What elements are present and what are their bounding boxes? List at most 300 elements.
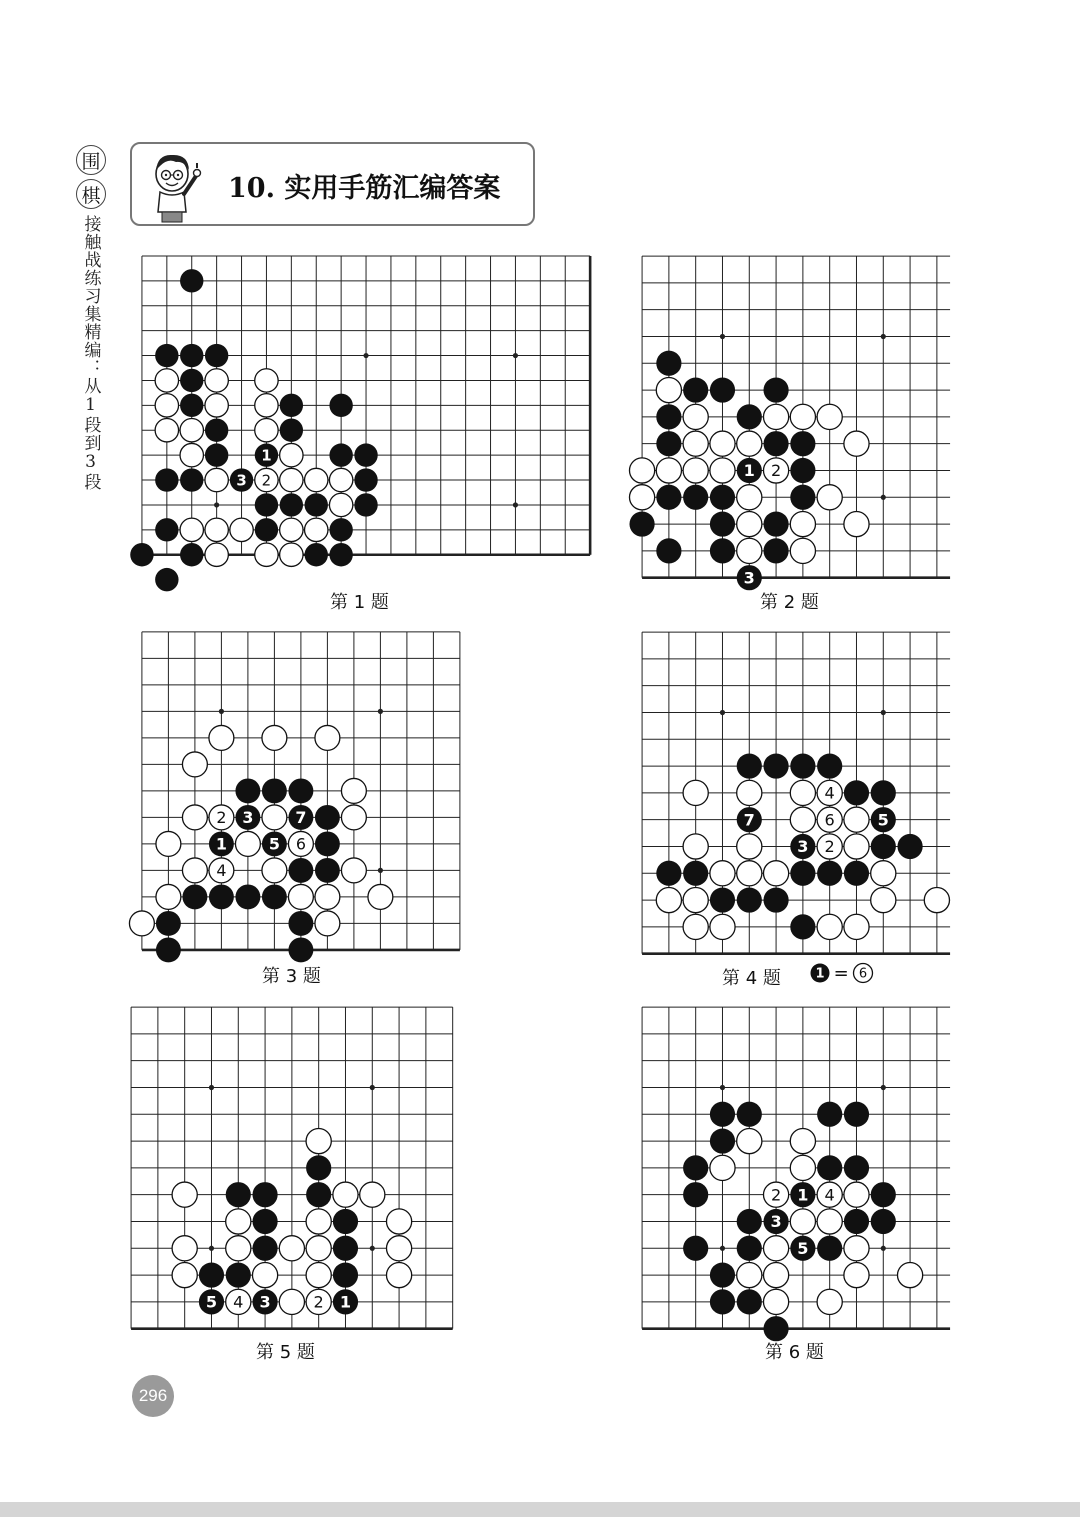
- black-stone: [333, 1289, 358, 1314]
- white-stone: [183, 858, 208, 883]
- board-svg: [126, 616, 476, 966]
- move-number: 5: [797, 1238, 809, 1258]
- black-stone: [844, 780, 869, 805]
- black-stone: [656, 404, 681, 429]
- black-stone: [790, 485, 815, 510]
- white-stone: [360, 1182, 385, 1207]
- star-point: [720, 1246, 725, 1251]
- star-point: [881, 495, 886, 500]
- svg-text:1: 1: [815, 966, 825, 982]
- black-stone: [683, 485, 708, 510]
- black-stone: [710, 538, 735, 563]
- white-stone: [710, 1155, 735, 1180]
- black-stone: [226, 1182, 251, 1207]
- black-stone: [763, 538, 788, 563]
- black-stone: [306, 1182, 331, 1207]
- black-stone: [710, 1128, 735, 1153]
- caption-problem-1: 第 1 题: [330, 592, 389, 613]
- boy-mascot-icon: [138, 146, 218, 226]
- black-stone: [683, 1182, 708, 1207]
- black-stone: [763, 511, 788, 536]
- white-stone: [305, 468, 328, 491]
- move-number: 6: [824, 810, 835, 830]
- black-stone: [252, 1236, 277, 1261]
- star-point: [219, 709, 224, 714]
- white-stone: [844, 914, 869, 939]
- go-board-problem-6: [626, 991, 966, 1349]
- white-stone: [306, 1209, 331, 1234]
- black-stone: [656, 861, 681, 886]
- white-stone: [342, 858, 367, 883]
- black-stone: [763, 753, 788, 778]
- white-stone: [209, 858, 234, 883]
- star-point: [209, 1085, 214, 1090]
- black-stone: [209, 832, 234, 857]
- side-subtitle: 接触战练习集精编：从1段到3段: [80, 215, 101, 491]
- white-stone: [262, 858, 287, 883]
- white-stone: [183, 752, 208, 777]
- black-stone: [354, 493, 377, 516]
- black-stone: [289, 858, 314, 883]
- move-number: 2: [770, 1185, 782, 1205]
- black-stone: [710, 1289, 735, 1314]
- svg-text:6: 6: [858, 966, 867, 982]
- white-stone: [656, 887, 681, 912]
- black-stone: [817, 861, 842, 886]
- black-stone: [710, 1102, 735, 1127]
- black-stone: [315, 858, 340, 883]
- white-stone: [817, 1209, 842, 1234]
- black-stone: [329, 394, 352, 417]
- move-number: 1: [215, 834, 228, 854]
- white-stone: [683, 887, 708, 912]
- white-stone: [844, 834, 869, 859]
- note-black-stone: [809, 962, 831, 984]
- black-stone: [871, 807, 896, 832]
- white-stone: [683, 780, 708, 805]
- white-stone: [172, 1236, 197, 1261]
- move-number: 5: [877, 810, 889, 830]
- white-stone: [329, 468, 352, 491]
- side-title: [74, 145, 108, 491]
- black-stone: [209, 885, 234, 910]
- white-stone: [315, 885, 340, 910]
- black-stone: [817, 753, 842, 778]
- black-stone: [871, 1209, 896, 1234]
- white-stone: [252, 1262, 277, 1287]
- black-stone: [236, 805, 261, 830]
- white-stone: [763, 458, 788, 483]
- go-board-problem-4: [626, 616, 966, 974]
- black-stone: [683, 377, 708, 402]
- black-stone: [656, 351, 681, 376]
- black-stone: [683, 861, 708, 886]
- move-number: 7: [743, 810, 755, 830]
- star-point: [720, 710, 725, 715]
- white-stone: [737, 485, 762, 510]
- white-stone: [683, 834, 708, 859]
- go-board-problem-3: [126, 616, 476, 970]
- black-stone: [306, 1155, 331, 1180]
- black-stone: [710, 1262, 735, 1287]
- black-stone: [315, 832, 340, 857]
- white-stone: [763, 404, 788, 429]
- white-stone: [710, 861, 735, 886]
- black-stone: [155, 344, 178, 367]
- white-stone: [790, 1209, 815, 1234]
- move-number: 7: [295, 808, 307, 828]
- black-stone: [629, 511, 654, 536]
- black-stone: [354, 468, 377, 491]
- black-stone: [333, 1262, 358, 1287]
- move-number: 3: [242, 808, 254, 828]
- go-board-problem-5: [115, 991, 469, 1349]
- black-stone: [710, 511, 735, 536]
- star-point: [370, 1085, 375, 1090]
- move-number: 2: [261, 471, 272, 490]
- white-stone: [844, 1236, 869, 1261]
- white-stone: [280, 443, 303, 466]
- black-stone: [871, 1182, 896, 1207]
- caption-problem-5: 第 5 题: [256, 1342, 315, 1363]
- white-stone: [226, 1236, 251, 1261]
- white-stone: [306, 1236, 331, 1261]
- move-number: 4: [824, 1185, 835, 1205]
- black-stone: [305, 493, 328, 516]
- black-stone: [199, 1262, 224, 1287]
- black-stone: [262, 885, 287, 910]
- white-stone: [342, 805, 367, 830]
- white-stone: [737, 861, 762, 886]
- move-number: 1: [797, 1185, 809, 1205]
- move-number: 2: [770, 461, 782, 481]
- white-stone: [737, 834, 762, 859]
- move-number: 3: [743, 568, 755, 588]
- black-stone: [683, 1236, 708, 1261]
- white-stone: [209, 726, 234, 751]
- white-stone: [172, 1182, 197, 1207]
- black-stone: [710, 887, 735, 912]
- white-stone: [629, 458, 654, 483]
- black-stone: [262, 832, 287, 857]
- black-stone: [180, 344, 203, 367]
- move-number: 3: [770, 1212, 782, 1232]
- white-stone: [156, 832, 181, 857]
- black-stone: [844, 861, 869, 886]
- white-stone: [710, 458, 735, 483]
- board-svg: [626, 991, 966, 1345]
- move-number: 2: [216, 808, 227, 828]
- black-stone: [180, 394, 203, 417]
- black-stone: [763, 1209, 788, 1234]
- star-point: [363, 353, 368, 358]
- black-stone: [333, 1236, 358, 1261]
- white-stone: [790, 404, 815, 429]
- side-circle-char-1: 围: [76, 145, 106, 175]
- black-stone: [205, 419, 228, 442]
- white-stone: [871, 861, 896, 886]
- black-stone: [817, 1236, 842, 1261]
- star-point: [370, 1246, 375, 1251]
- white-stone: [368, 885, 393, 910]
- black-stone: [289, 911, 314, 936]
- white-stone: [897, 1262, 922, 1287]
- white-stone: [683, 404, 708, 429]
- white-stone: [205, 369, 228, 392]
- white-stone: [790, 780, 815, 805]
- white-stone: [180, 443, 203, 466]
- black-stone: [180, 369, 203, 392]
- black-stone: [329, 443, 352, 466]
- move-number: 1: [339, 1292, 351, 1312]
- white-stone: [155, 419, 178, 442]
- white-stone: [817, 1289, 842, 1314]
- black-stone: [656, 431, 681, 456]
- black-stone: [683, 1155, 708, 1180]
- white-stone: [763, 861, 788, 886]
- move-number: 2: [824, 837, 835, 857]
- white-stone: [209, 805, 234, 830]
- black-stone: [226, 1262, 251, 1287]
- black-stone: [737, 458, 762, 483]
- go-board-problem-2: [626, 240, 966, 598]
- star-point: [720, 1085, 725, 1090]
- caption-problem-3: 第 3 题: [262, 966, 321, 987]
- black-stone: [844, 1102, 869, 1127]
- white-stone: [306, 1128, 331, 1153]
- move-number: 3: [797, 837, 809, 857]
- white-stone: [226, 1209, 251, 1234]
- section-header: [130, 142, 535, 226]
- black-stone: [252, 1289, 277, 1314]
- black-stone: [280, 419, 303, 442]
- move-number: 5: [205, 1292, 217, 1312]
- white-stone: [230, 518, 253, 541]
- caption-problem-4-label: 第 4 题: [722, 968, 781, 989]
- star-point: [513, 353, 518, 358]
- black-stone: [183, 885, 208, 910]
- black-stone: [205, 443, 228, 466]
- black-stone: [156, 938, 181, 963]
- white-stone: [629, 485, 654, 510]
- white-stone: [763, 1182, 788, 1207]
- white-stone: [255, 543, 278, 566]
- black-stone: [790, 1182, 815, 1207]
- board-svg: [115, 991, 469, 1345]
- white-stone: [710, 914, 735, 939]
- move-number: 4: [233, 1292, 244, 1312]
- white-stone: [255, 468, 278, 491]
- white-stone: [306, 1262, 331, 1287]
- black-stone: [763, 887, 788, 912]
- white-stone: [790, 538, 815, 563]
- move-number: 3: [259, 1292, 271, 1312]
- white-stone: [817, 1182, 842, 1207]
- white-stone: [737, 780, 762, 805]
- black-stone: [737, 887, 762, 912]
- black-stone: [737, 807, 762, 832]
- black-stone: [155, 468, 178, 491]
- move-number: 4: [216, 861, 227, 881]
- white-stone: [683, 431, 708, 456]
- black-stone: [710, 485, 735, 510]
- black-stone: [710, 377, 735, 402]
- white-stone: [342, 779, 367, 804]
- white-stone: [871, 887, 896, 912]
- black-stone: [289, 805, 314, 830]
- white-stone: [226, 1289, 251, 1314]
- bottom-bar: [0, 1502, 1080, 1517]
- white-stone: [155, 369, 178, 392]
- white-stone: [280, 543, 303, 566]
- black-stone: [656, 485, 681, 510]
- white-stone: [289, 832, 314, 857]
- black-stone: [790, 1236, 815, 1261]
- white-stone: [817, 485, 842, 510]
- white-stone: [262, 805, 287, 830]
- board-svg: [626, 616, 966, 970]
- white-stone: [790, 1128, 815, 1153]
- black-stone: [329, 518, 352, 541]
- black-stone: [280, 394, 303, 417]
- black-stone: [255, 493, 278, 516]
- star-point: [378, 709, 383, 714]
- white-stone: [289, 885, 314, 910]
- black-stone: [737, 404, 762, 429]
- black-stone: [790, 861, 815, 886]
- move-number: 1: [261, 446, 272, 465]
- star-point: [513, 502, 518, 507]
- white-stone: [763, 1236, 788, 1261]
- white-stone: [817, 780, 842, 805]
- black-stone: [155, 518, 178, 541]
- white-stone: [924, 887, 949, 912]
- white-stone: [844, 1182, 869, 1207]
- star-point: [881, 1085, 886, 1090]
- note-equals: =: [833, 962, 849, 984]
- white-stone: [737, 511, 762, 536]
- move-number: 3: [236, 471, 247, 490]
- white-stone: [737, 431, 762, 456]
- black-stone: [737, 1289, 762, 1314]
- star-point: [881, 334, 886, 339]
- move-number: 4: [824, 783, 835, 803]
- white-stone: [279, 1289, 304, 1314]
- side-circle-char-2: 棋: [76, 179, 106, 209]
- black-stone: [236, 885, 261, 910]
- move-number: 5: [268, 834, 281, 854]
- white-stone: [790, 511, 815, 536]
- white-stone: [790, 807, 815, 832]
- white-stone: [333, 1182, 358, 1207]
- white-stone: [180, 419, 203, 442]
- white-stone: [683, 458, 708, 483]
- white-stone: [737, 538, 762, 563]
- section-title: 10. 实用手筋汇编答案: [228, 173, 501, 204]
- star-point: [881, 710, 886, 715]
- black-stone: [156, 911, 181, 936]
- black-stone: [230, 468, 253, 491]
- white-stone: [763, 1289, 788, 1314]
- black-stone: [656, 538, 681, 563]
- white-stone: [255, 419, 278, 442]
- black-stone: [236, 779, 261, 804]
- black-stone: [790, 914, 815, 939]
- white-stone: [205, 394, 228, 417]
- white-stone: [262, 726, 287, 751]
- white-stone: [710, 431, 735, 456]
- white-stone: [329, 493, 352, 516]
- star-point: [214, 502, 219, 507]
- white-stone: [817, 914, 842, 939]
- white-stone: [205, 518, 228, 541]
- board-svg: [127, 241, 605, 570]
- black-stone: [790, 458, 815, 483]
- black-stone: [289, 779, 314, 804]
- black-stone: [817, 1155, 842, 1180]
- star-point: [378, 868, 383, 873]
- black-stone: [737, 1102, 762, 1127]
- black-stone: [280, 493, 303, 516]
- white-stone: [386, 1236, 411, 1261]
- white-stone: [280, 468, 303, 491]
- black-stone: [205, 344, 228, 367]
- black-stone: [252, 1182, 277, 1207]
- caption-problem-2: 第 2 题: [760, 592, 819, 613]
- black-stone: [155, 568, 178, 591]
- black-stone: [897, 834, 922, 859]
- go-board-problem-1: [127, 241, 605, 574]
- white-stone: [306, 1289, 331, 1314]
- white-stone: [817, 404, 842, 429]
- board-svg: [626, 240, 966, 594]
- black-stone: [763, 377, 788, 402]
- white-stone: [315, 911, 340, 936]
- white-stone: [155, 394, 178, 417]
- white-stone: [183, 805, 208, 830]
- white-stone: [817, 834, 842, 859]
- star-point: [720, 334, 725, 339]
- white-stone: [236, 832, 261, 857]
- white-stone: [305, 518, 328, 541]
- white-stone: [656, 377, 681, 402]
- white-stone: [180, 518, 203, 541]
- white-stone: [205, 543, 228, 566]
- black-stone: [199, 1289, 224, 1314]
- white-stone: [280, 518, 303, 541]
- black-stone: [817, 1102, 842, 1127]
- black-stone: [844, 1209, 869, 1234]
- white-stone: [844, 511, 869, 536]
- white-stone: [130, 911, 155, 936]
- black-stone: [871, 834, 896, 859]
- black-stone: [737, 753, 762, 778]
- black-stone: [763, 431, 788, 456]
- move-number: 2: [313, 1292, 324, 1312]
- white-stone: [656, 458, 681, 483]
- white-stone: [315, 726, 340, 751]
- note-white-stone: [852, 962, 874, 984]
- white-stone: [817, 807, 842, 832]
- black-stone: [180, 468, 203, 491]
- black-stone: [790, 431, 815, 456]
- black-stone: [305, 543, 328, 566]
- black-stone: [790, 834, 815, 859]
- caption-problem-4: [722, 962, 874, 990]
- white-stone: [683, 914, 708, 939]
- black-stone: [255, 443, 278, 466]
- white-stone: [844, 807, 869, 832]
